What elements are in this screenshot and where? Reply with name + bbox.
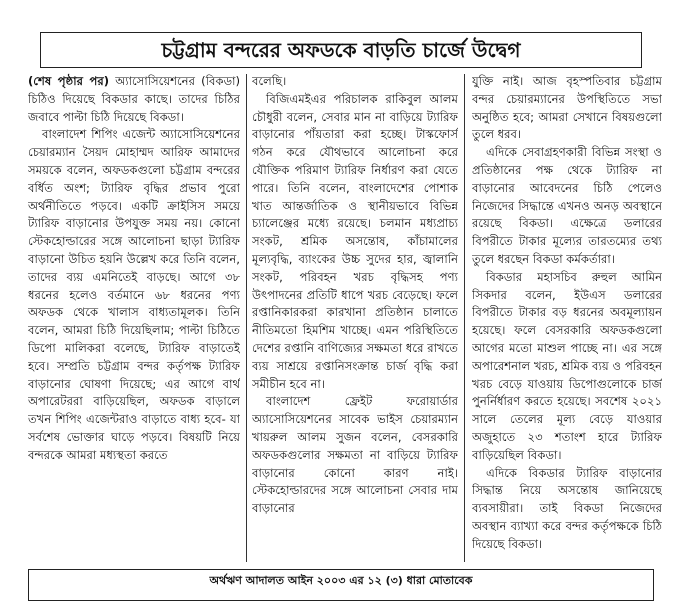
paragraph: বিজিএমইএর পরিচালক রাকিবুল আলম চৌধুরী বলেন, সেবার মান না বাড়িয়ে ট্যারিফ বাড়ানোর পাঁয়তারা করা হচ্ছে। টাস্কফোর্স গঠন করে যৌথভাবে আলোচনা করে যৌক্তিক পরিমাণ ট্যারিফ নির্ধারণ করা যেতে পারে। তিনি বলেন, বাংলাদেশের পোশাক খাত আন্তর্জাতিক ও স্থানীয়ভাবে বিভিন্ন চ্যালেঞ্জের মধ্যে রয়েছে। চলমান মধ্যপ্রাচ্য সংকট, শ্রমিক অসন্তোষ, কাঁচামালের মূল্যবৃদ্ধি, ব্যাংকের উচ্চ সুদের হার, জ্বালানি সংকট, পরিবহন খরচ বৃদ্ধিসহ পণ্য উৎপাদনের প্রতিটি ধাপে খরচ বেড়েছে। ফলে রপ্তানিকারকরা কারখানা প্রতিষ্ঠান চালাতে নীতিমতো হিমশিম খাচ্ছে। এমন পরিস্থিতিতে দেশের রপ্তানি বাণিজ্যের সক্ষমতা ধরে রাখতে ব্যয় সাশ্রয়ে রপ্তানিসংক্রান্ত চার্জ বৃদ্ধি করা সমীচীন হবে না।: [252, 91, 458, 391]
notice-heading: অর্থঋণ আদালত আইন ২০০৩ এর ১২ (৩) ধারা মোতাবেক: [209, 574, 473, 587]
paragraph: বাংলাদেশ ফ্রেইট ফরোয়ার্ডার অ্যাসোসিয়েশনের সাবেক ভাইস চেয়ারম্যান খায়রুল আলম সুজন বলেন, বেসরকারি অফডকগুলোর সক্ষমতা না বাড়িয়ে ট্যারিফ বাড়ানোর কোনো কারণ নাই। স্টেকহোল্ডারদের সঙ্গে আলোচনা সেবার দাম বাড়ানোর: [252, 394, 458, 516]
article-column-1: [28, 73, 240, 563]
paragraph: [28, 73, 240, 126]
continuation-label: (শেষ পৃষ্ঠার পর): [28, 74, 110, 88]
paragraph: বাংলাদেশ শিপিং এজেন্ট অ্যাসোসিয়েশনের চেয়ারম্যান সৈয়দ মোহাম্মদ আরিফ আমাদের সময়কে বলেন, অফডকগুলো চট্টগ্রাম বন্দরের বর্ধিত অংশ; ট্যারিফ বৃদ্ধির প্রভাব পুরো অর্থনীতিতে পড়বে। একটি ক্রাইসিস সময়ে ট্যারিফ বাড়ানোর উপযুক্ত সময় নয়। কোনো স্টেকহোল্ডারের সঙ্গে আলোচনা ছাড়া ট্যারিফ বাড়ানো উচিত হয়নি উল্লেখ করে তিনি বলেন, তাদের ব্যয় এমনিতেই বাড়ছে। আগে ৩৮ ধরনের হলেও বর্তমানে ৬৮ ধরনের পণ্য অফডক থেকে খালাস বাধ্যতামূলক। তিনি বলেন, আমরা চিঠি দিয়েছিলাম; পাল্টা চিঠিতে ডিপো মালিকরা বলেছে, ট্যারিফ বাড়াতেই হবে। সম্প্রতি চট্টগ্রাম বন্দর কর্তৃপক্ষ ট্যারিফ বাড়ানোর ঘোষণা দিয়েছে; এর আগে বার্থ অপারেটররা বাড়িয়েছিল, অফডক বাড়ালে তখন শিপিং এজেন্টরাও বাড়াতে বাধ্য হবে- যা সর্বশেষ ভোক্তার ঘাড়ে পড়বে। বিষয়টি নিয়ে বন্দরকে আমরা মধ্যস্থতা করতে: [28, 127, 240, 462]
paragraph: বলেছি।: [252, 74, 287, 88]
paragraph: বিকডার মহাসচিব রুহুল আমিন সিকদার বলেন, ইউএস ডলারের বিপরীতে টাকার বড় ধরনের অবমূল্যায়ন হয়েছে। ফলে বেসরকারি অফডকগুলো আগের মতো মাশুল পাচ্ছে না। এর সঙ্গে অপারেশনাল খরচ, শ্রমিক ব্যয় ও পরিবহন খরচ বেড়ে যাওয়ায় ডিপোগুলোকে চার্জ পুনর্নির্ধারণ করতে হয়েছে। সবশেষ ২০২১ সালে তেলের মূল্য বেড়ে যাওয়ার অজুহাতে ২৩ শতাংশ হারে ট্যারিফ বাড়িয়েছিল বিকডা।: [472, 269, 662, 462]
column-divider-1: [246, 74, 247, 562]
article-column-2: [252, 73, 458, 563]
paragraph: এদিকে সেবাগ্রহণকারী বিভিন্ন সংস্থা ও প্রতিষ্ঠানের পক্ষ থেকে ট্যারিফ না বাড়ানোর আবেদনের চিঠি পেলেও নিজেদের সিদ্ধান্তে এখনও অনড় অবস্থানে রয়েছে বিকডা। এক্ষেত্রে ডলারের বিপরীতে টাকার মূল্যের তারতম্যের তথ্য তুলে ধরছেন বিকডা কর্মকর্তারা।: [472, 145, 662, 266]
paragraph: যুক্তি নাই। আজ বৃহস্পতিবার চট্টগ্রাম বন্দর চেয়ারম্যানের উপস্থিতিতে সভা অনুষ্ঠিত হবে; আমরা সেখানে বিষয়গুলো তুলে ধরব।: [472, 74, 662, 142]
column-divider-2: [464, 74, 465, 562]
paragraph: এদিকে বিকডার ট্যারিফ বাড়ানোর সিদ্ধান্ত নিয়ে অসন্তোষ জানিয়েছে ব্যবসায়ীরা। তাই বিকডা নিজেদের অবস্থান ব্যাখ্যা করে বন্দর কর্তৃপক্ষকে চিঠি দিয়েছে বিকডা।: [472, 465, 662, 551]
article-headline: চট্টগ্রাম বন্দরের অফডকে বাড়তি চার্জে উদ্বেগ: [40, 32, 642, 68]
paragraph-text: অ্যাসোসিয়েশনের (বিকডা) চিঠিও দিয়েছে বিকডার কাছে। তাদের চিঠির জবাবে পাল্টা চিঠি দিয়েছে বিকডা।: [28, 74, 240, 124]
next-notice-box: [28, 569, 654, 601]
article-column-3: [472, 73, 662, 563]
